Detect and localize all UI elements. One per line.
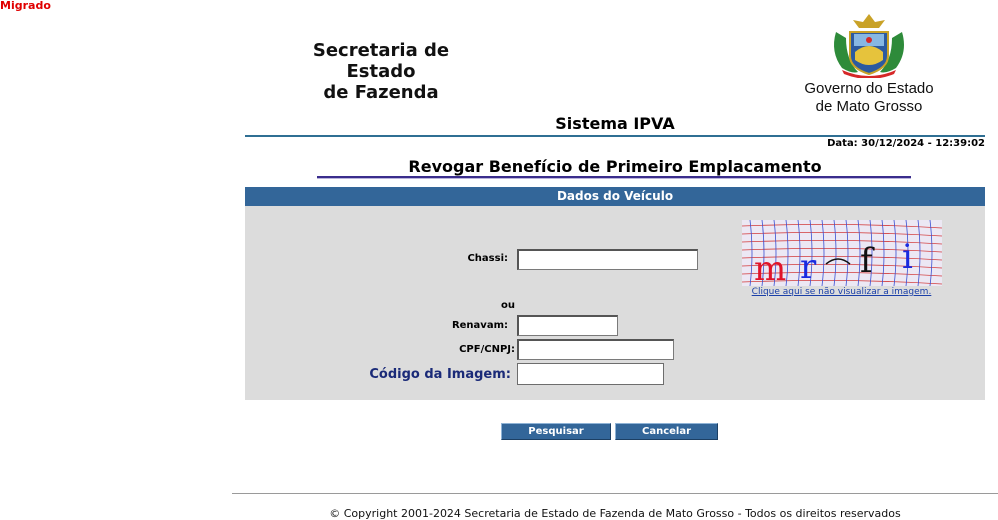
government-title bbox=[780, 80, 958, 116]
cpf-cnpj-input[interactable] bbox=[517, 339, 674, 360]
search-button[interactable]: Pesquisar bbox=[501, 423, 611, 440]
footer-divider bbox=[232, 493, 998, 494]
chassi-label: Chassi: bbox=[467, 253, 508, 264]
svg-text:r: r bbox=[800, 247, 817, 286]
captcha-image bbox=[742, 220, 942, 286]
date-timestamp: Data: 30/12/2024 - 12:39:02 bbox=[827, 138, 985, 149]
or-label: ou bbox=[501, 300, 515, 311]
image-code-label: Código da Imagem: bbox=[369, 367, 511, 382]
renavam-label: Renavam: bbox=[451, 320, 508, 331]
agency-title bbox=[276, 40, 486, 103]
page-title: Revogar Benefício de Primeiro Emplacamento bbox=[408, 157, 822, 176]
cancel-button[interactable]: Cancelar bbox=[615, 423, 718, 440]
image-code-input[interactable] bbox=[517, 363, 664, 385]
agency-line-2: de Fazenda bbox=[323, 82, 439, 103]
header-divider bbox=[245, 135, 985, 137]
svg-text:m: m bbox=[754, 249, 787, 286]
agency-line-1: Secretaria de Estado bbox=[312, 40, 450, 82]
chassi-input[interactable] bbox=[517, 249, 698, 270]
renavam-input[interactable] bbox=[517, 315, 618, 336]
svg-text:f: f bbox=[860, 241, 873, 281]
government-line-1: Governo do Estado bbox=[804, 80, 934, 97]
svg-text:i: i bbox=[902, 237, 913, 277]
captcha-reload-link[interactable]: Clique aqui se não visualizar a imagem. bbox=[751, 287, 932, 297]
cpf-cnpj-label: CPF/CNPJ: bbox=[459, 344, 515, 355]
page-title-underline bbox=[317, 176, 911, 179]
state-coat-of-arms-logo bbox=[828, 12, 910, 78]
government-line-2: de Mato Grosso bbox=[815, 98, 923, 115]
copyright-footer: © Copyright 2001-2024 Secretaria de Estado de Fazenda de Mato Grosso - Todos os direitos reservados bbox=[329, 507, 901, 520]
system-title: Sistema IPVA bbox=[555, 114, 675, 133]
section-header: Dados do Veículo bbox=[245, 187, 985, 206]
migrado-badge: Migrado bbox=[0, 0, 51, 12]
